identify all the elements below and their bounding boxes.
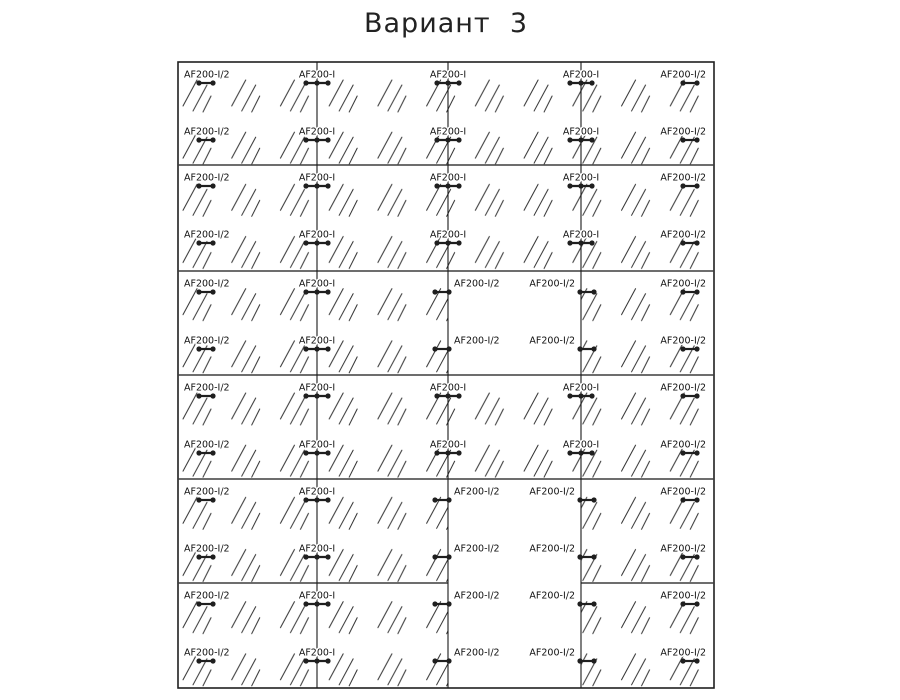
fastener-triple-symbol [567, 393, 594, 398]
fastener-triple-symbol [303, 658, 330, 663]
panel-label: AF200-I [429, 172, 467, 184]
panel-label: AF200-I/2 [660, 69, 706, 81]
panel-label: AF200-I/2 [184, 382, 230, 394]
fastener-triple-symbol [303, 601, 330, 606]
panel-label: AF200-I/2 [184, 229, 230, 241]
panel-label: AF200-I/2 [660, 278, 706, 290]
glass-panel-hatch [317, 271, 448, 375]
fastener-triple-symbol [434, 393, 461, 398]
glass-panel-hatch [448, 165, 581, 271]
glass-panel-hatch [317, 62, 448, 165]
fastener-triple-symbol [567, 450, 594, 455]
panel-label: AF200-I/2 [529, 543, 575, 555]
panel-label: AF200-I/2 [660, 126, 706, 138]
panel-label: AF200-I/2 [454, 647, 500, 659]
panel-label: AF200-I [429, 439, 467, 451]
panel-label: AF200-I [562, 126, 600, 138]
fastener-triple-symbol [434, 450, 461, 455]
fastener-triple-symbol [434, 80, 461, 85]
panel-label: AF200-I/2 [660, 439, 706, 451]
glass-panel-hatch [317, 583, 448, 688]
panel-label: AF200-I [298, 590, 336, 602]
fastener-triple-symbol [303, 137, 330, 142]
panel-label: AF200-I [298, 439, 336, 451]
panel-label: AF200-I [298, 543, 336, 555]
panel-label: AF200-I [562, 439, 600, 451]
fastener-triple-symbol [303, 497, 330, 502]
fastener-triple-symbol [303, 289, 330, 294]
panel-label: AF200-I [298, 486, 336, 498]
panel-label: AF200-I [562, 69, 600, 81]
panel-label: AF200-I/2 [184, 278, 230, 290]
panel-label: AF200-I [562, 172, 600, 184]
panel-label: AF200-I/2 [184, 439, 230, 451]
panel-label: AF200-I/2 [660, 590, 706, 602]
glass-panel-hatch [317, 479, 448, 583]
panel-label: AF200-I/2 [454, 543, 500, 555]
panel-label: AF200-I/2 [660, 647, 706, 659]
panel-label: AF200-I/2 [660, 486, 706, 498]
panel-label: AF200-I/2 [184, 172, 230, 184]
panel-label: AF200-I/2 [529, 590, 575, 602]
panel-label: AF200-I [562, 229, 600, 241]
panel-label: AF200-I [429, 229, 467, 241]
panel-label: AF200-I/2 [660, 172, 706, 184]
glass-panel-hatch [448, 375, 581, 479]
panel-label: AF200-I/2 [660, 335, 706, 347]
fastener-triple-symbol [303, 240, 330, 245]
fastener-triple-symbol [303, 554, 330, 559]
panel-label: AF200-I [298, 229, 336, 241]
fastener-triple-symbol [434, 183, 461, 188]
panel-label: AF200-I [298, 126, 336, 138]
glass-panel-hatch [317, 375, 448, 479]
panel-label: AF200-I/2 [660, 543, 706, 555]
panel-label: AF200-I/2 [184, 590, 230, 602]
panel-label: AF200-I/2 [184, 647, 230, 659]
fastener-triple-symbol [303, 183, 330, 188]
fastener-triple-symbol [567, 240, 594, 245]
panel-label: AF200-I/2 [529, 335, 575, 347]
panel-label: AF200-I/2 [184, 486, 230, 498]
panel-label: AF200-I/2 [529, 486, 575, 498]
fastener-triple-symbol [303, 450, 330, 455]
fastener-triple-symbol [567, 80, 594, 85]
panel-label: AF200-I/2 [184, 69, 230, 81]
panel-label: AF200-I/2 [660, 229, 706, 241]
fastener-triple-symbol [434, 240, 461, 245]
panel-label: AF200-I/2 [184, 126, 230, 138]
panel-label: AF200-I [298, 278, 336, 290]
panel-label: AF200-I/2 [529, 278, 575, 290]
fastener-triple-symbol [434, 137, 461, 142]
glass-panel-hatch [448, 62, 581, 165]
panel-label: AF200-I/2 [454, 335, 500, 347]
drawing-title: Вариант 3 [363, 8, 529, 39]
panel-label: AF200-I [298, 382, 336, 394]
panel-label: AF200-I [429, 382, 467, 394]
panel-label: AF200-I/2 [454, 590, 500, 602]
glass-panel-hatch [317, 165, 448, 271]
panel-label: AF200-I/2 [454, 278, 500, 290]
panel-label: AF200-I/2 [184, 335, 230, 347]
panel-label: AF200-I [298, 647, 336, 659]
panel-label: AF200-I [429, 126, 467, 138]
panel-label: AF200-I/2 [529, 647, 575, 659]
fastener-triple-symbol [303, 393, 330, 398]
panel-label: AF200-I [562, 382, 600, 394]
panel-label: AF200-I/2 [184, 543, 230, 555]
fastener-triple-symbol [303, 346, 330, 351]
fastener-triple-symbol [303, 80, 330, 85]
panel-label: AF200-I [298, 335, 336, 347]
fastener-triple-symbol [567, 183, 594, 188]
panel-label: AF200-I/2 [454, 486, 500, 498]
panel-label: AF200-I [298, 172, 336, 184]
fastener-triple-symbol [567, 137, 594, 142]
panel-label: AF200-I [298, 69, 336, 81]
panel-label: AF200-I/2 [660, 382, 706, 394]
panel-label: AF200-I [429, 69, 467, 81]
